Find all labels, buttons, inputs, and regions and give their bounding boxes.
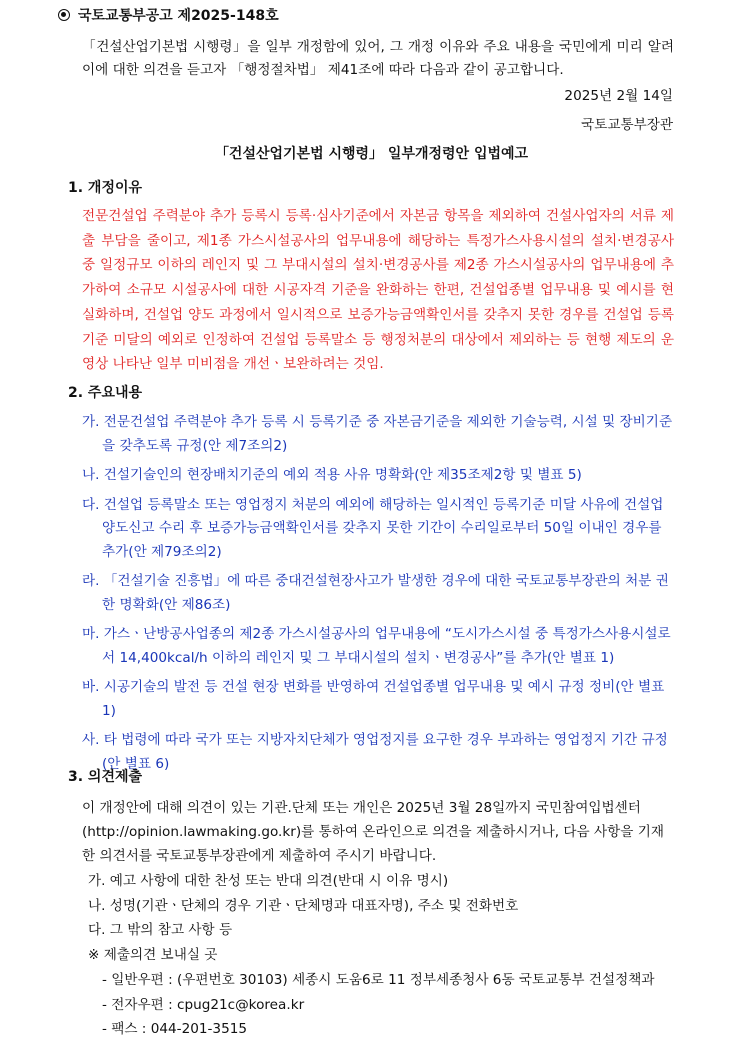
section-heading-opinion: 3. 의견제출 (68, 769, 143, 785)
main-item: 사. 타 법령에 따라 국가 또는 지방자치단체가 영업정지를 요구한 경우 부과하는 영업정지 기간 규정(안 별표 6) (82, 732, 668, 772)
main-item: 가. 전문건설업 주력분야 추가 등록 시 등록기준 중 자본금기준을 제외한 기술능력, 시설 및 장비기준을 갖추도록 규정(안 제7조의2) (82, 414, 673, 454)
notice-header (58, 6, 279, 26)
reason-text: 전문건설업 주력분야 추가 등록시 등록·심사기준에서 자본금 항목을 제외하여 건설사업자의 서류 제출 부담을 줄이고, 제1종 가스시설공사의 업무내용에 해당하는 특정가스사용시설의 설치·변경공사 중 일정규모 이하의 레인지 및 그 부대시설의 설치·변경공사를 제2종 가스시설공사의 업무내용에 추가하여 소규모 시설공사에 대한 시공자격 기준을 완화하는 한편, 건설업종별 업무내용 및 예시를 현실화하며, 건설업 양도 과정에서 일시적으로 보증가능금액확인서를 갖추지 못한 경우를 건설업 등록기준 미달의 예외로 인정하여 건설업 등록말소 등 행정처분의 대상에서 제외하는 등 현행 제도의 운영상 나타난 일부 미비점을 개선ㆍ보완하려는 것임. (82, 208, 674, 373)
opinion-subitem: ※ 제출의견 보내실 곳 (88, 946, 218, 963)
section-heading-main: 2. 주요내용 (68, 385, 143, 401)
contact-list (102, 968, 655, 1042)
opinion-subitems (88, 869, 518, 967)
main-item: 나. 건설기술인의 현장배치기준의 예외 적용 사유 명확화(안 제35조제2항 및 별표 5) (82, 467, 582, 483)
main-item: 마. 가스ㆍ난방공사업종의 제2종 가스시설공사의 업무내용에 “도시가스시설 중 특정가스사용시설로서 14,400kcal/h 이하의 레인지 및 그 부대시설의 설치ㆍ변경공사”를 추가(안 별표 1) (82, 626, 671, 666)
main-item: 바. 시공기술의 발전 등 건설 현장 변화를 반영하여 건설업종별 업무내용 및 예시 규정 정비(안 별표 1) (82, 679, 665, 719)
opinion-subitem: 가. 예고 사항에 대한 찬성 또는 반대 의견(반대 시 이유 명시) (88, 873, 449, 889)
opinion-text: 이 개정안에 대해 의견이 있는 기관.단체 또는 개인은 2025년 3월 28일까지 국민참여입법센터(http://opinion.lawmaking.go.kr)를 통하여 온라인으로 의견을 제출하시거나, 다음 사항을 기재한 의견서를 국토교통부장관에게 제출하여 주시기 바랍니다. (82, 800, 664, 864)
contact-fax: - 팩스 : 044-201-3515 (102, 1021, 248, 1037)
section-heading-reason: 1. 개정이유 (68, 180, 143, 196)
notice-org: 국토교통부장관 (581, 117, 673, 133)
opinion-subitem: 나. 성명(기관ㆍ단체의 경우 기관ㆍ단체명과 대표자명), 주소 및 전화번호 (88, 897, 519, 914)
radio-bullet-icon (58, 9, 70, 21)
main-item: 라. 「건설기술 진흥법」에 따른 중대건설현장사고가 발생한 경우에 대한 국토교통부장관의 처분 권한 명확화(안 제86조) (82, 573, 669, 613)
main-item: 다. 건설업 등록말소 또는 영업정지 처분의 예외에 해당하는 일시적인 등록기준 미달 사유에 건설업양도신고 수리 후 보증가능금액확인서를 갖추지 못한 기간이 수리일로부터 50일 이내인 경우를 추가(안 제79조의2) (82, 496, 664, 560)
contact-email: - 전자우편 : cpug21c@korea.kr (102, 996, 305, 1013)
contact-mail: - 일반우편 : (우편번호 30103) 세종시 도움6로 11 정부세종청사 6동 국토교통부 건설정책과 (102, 972, 655, 988)
notice-intro: 「건설산업기본법 시행령」을 일부 개정함에 있어, 그 개정 이유와 주요 내용을 국민에게 미리 알려 이에 대한 의견을 듣고자 「행정절차법」 제41조에 따라 다음과 같이 공고합니다. (82, 39, 674, 78)
document-title: 「건설산업기본법 시행령」 일부개정령안 입법예고 (214, 146, 529, 162)
notice-date: 2025년 2월 14일 (564, 88, 673, 104)
main-items-list (82, 411, 674, 782)
opinion-subitem: 다. 그 밖의 참고 사항 등 (88, 922, 233, 938)
notice-number: 국토교통부공고 제2025-148호 (78, 8, 279, 24)
